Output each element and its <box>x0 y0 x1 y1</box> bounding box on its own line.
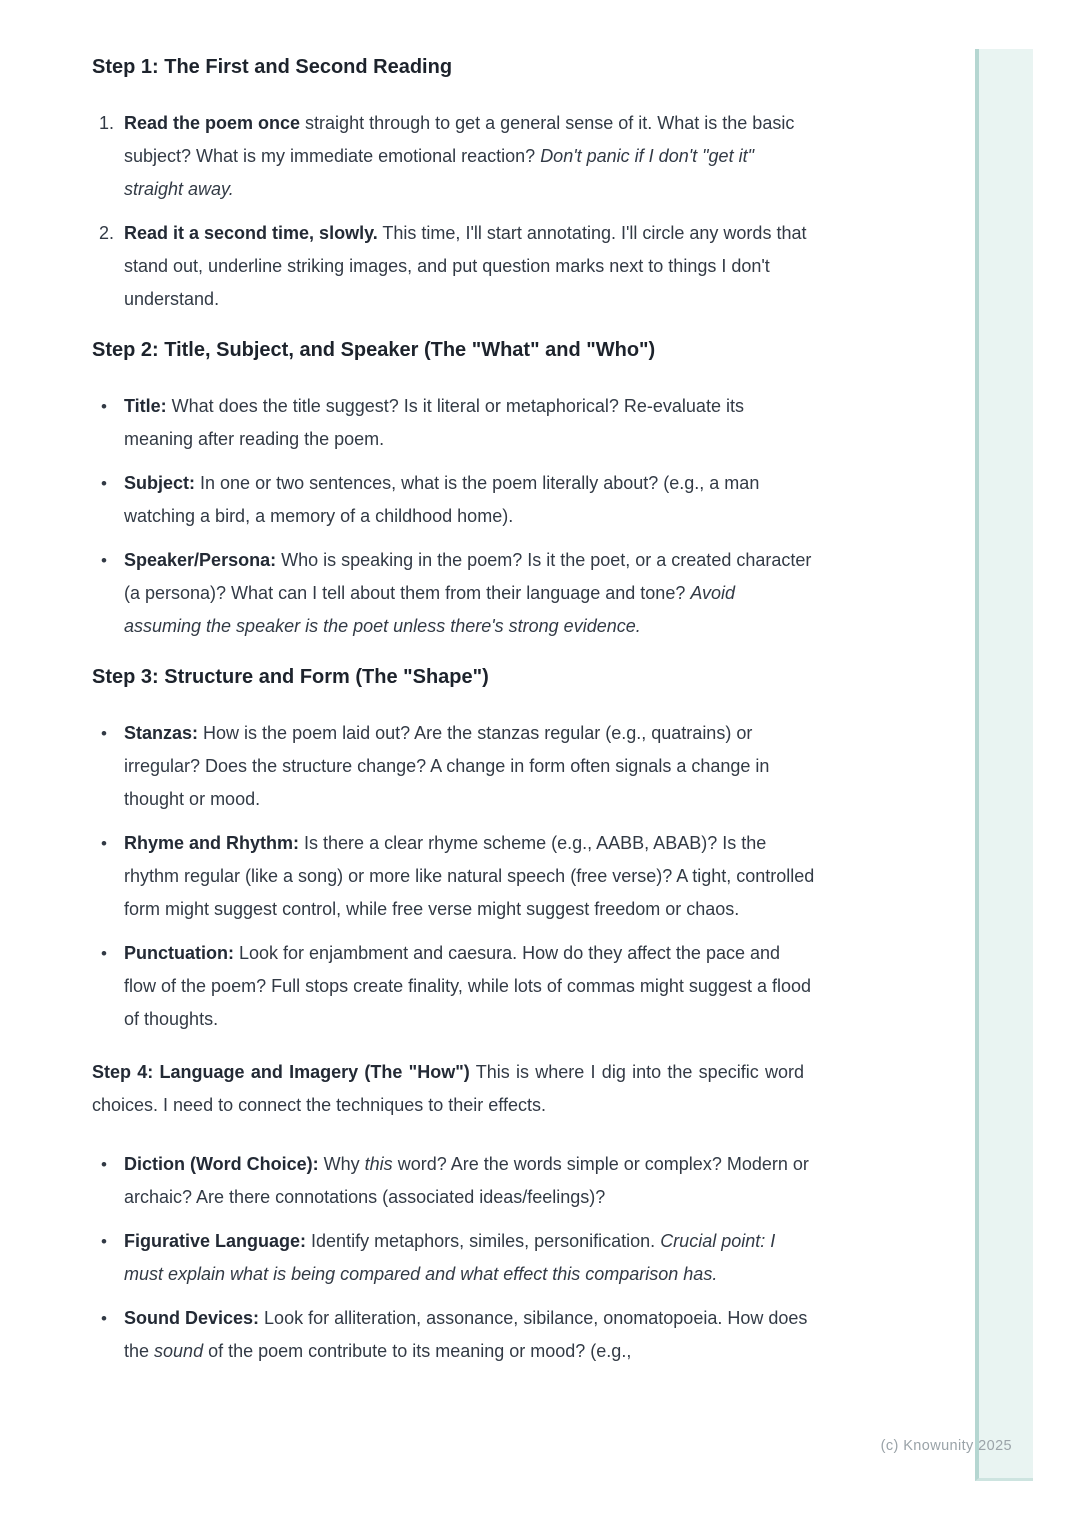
document-body <box>92 53 816 1379</box>
section-heading: Step 1: The First and Second Reading <box>92 56 453 78</box>
list-item-text: Punctuation: Look for enjambment and caesura. How do they affect the pace and flow of the poem? Full stops create finality, while lots of commas might suggest a flood of thoughts. <box>124 943 811 1029</box>
bullet-icon: • <box>101 474 107 493</box>
bullet-icon: • <box>101 397 107 416</box>
bullet-icon: • <box>101 1155 107 1174</box>
list-item-text: Subject: In one or two sentences, what is the poem literally about? (e.g., a man watching a bird, a memory of a childhood home). <box>124 473 760 526</box>
numbered-list <box>92 107 816 316</box>
bullet-list <box>92 390 816 643</box>
bullet-icon: • <box>101 551 107 570</box>
bullet-icon: • <box>101 944 107 963</box>
watermark: (c) Knowunity 2025 <box>880 1438 1012 1454</box>
bullet-list <box>92 1148 816 1368</box>
list-item <box>92 827 816 926</box>
section-step-2 <box>92 336 816 643</box>
bullet-icon: • <box>101 1309 107 1328</box>
accent-strip <box>975 49 1033 1481</box>
list-item-text: Read it a second time, slowly. This time, I'll start annotating. I'll circle any words that stand out, underline striking images, and put question marks next to things I don't understand. <box>124 223 807 309</box>
list-item <box>92 1148 816 1214</box>
section-step-3 <box>92 663 816 1036</box>
bullet-icon: • <box>101 834 107 853</box>
list-item <box>92 1302 816 1368</box>
list-item <box>92 717 816 816</box>
list-item <box>92 217 816 316</box>
list-item <box>92 467 816 533</box>
list-item <box>92 544 816 643</box>
bullet-list <box>92 717 816 1036</box>
list-item-text: Sound Devices: Look for alliteration, assonance, sibilance, onomatopoeia. How does the sound of the poem contribute to its meaning or mood? (e.g., <box>124 1308 808 1361</box>
section-heading: Step 2: Title, Subject, and Speaker (The "What" and "Who") <box>92 339 656 361</box>
list-marker: 1. <box>99 113 115 133</box>
list-item <box>92 937 816 1036</box>
list-item <box>92 107 816 206</box>
section-step-4 <box>92 1056 816 1368</box>
list-item <box>92 1225 816 1291</box>
bullet-icon: • <box>101 724 107 743</box>
list-item-text: Speaker/Persona: Who is speaking in the poem? Is it the poet, or a created character (a persona)? What can I tell about them from their language and tone? Avoid assuming the speaker is the poet unless there's strong evidence. <box>124 550 812 636</box>
list-item-text: Figurative Language: Identify metaphors, similes, personification. Crucial point: I must explain what is being compared and what effect this comparison has. <box>124 1231 776 1284</box>
section-step-1 <box>92 53 816 316</box>
list-item <box>92 390 816 456</box>
list-item-text: Diction (Word Choice): Why this word? Are the words simple or complex? Modern or archaic? Are there connotations (associated ideas/feelings)? <box>124 1154 809 1207</box>
section-lead-paragraph: Step 4: Language and Imagery (The "How") This is where I dig into the specific word choices. I need to connect the techniques to their effects. <box>92 1062 804 1115</box>
bullet-icon: • <box>101 1232 107 1251</box>
list-item-text: Title: What does the title suggest? Is it literal or metaphorical? Re-evaluate its meaning after reading the poem. <box>124 396 744 449</box>
list-item-text: Read the poem once straight through to get a general sense of it. What is the basic subject? What is my immediate emotional reaction? Don't panic if I don't "get it" straight away. <box>124 113 795 199</box>
section-heading: Step 3: Structure and Form (The "Shape") <box>92 666 489 688</box>
list-item-text: Stanzas: How is the poem laid out? Are the stanzas regular (e.g., quatrains) or irregular? Does the structure change? A change in form often signals a change in thought or mood. <box>124 723 770 809</box>
list-marker: 2. <box>99 223 115 243</box>
list-item-text: Rhyme and Rhythm: Is there a clear rhyme scheme (e.g., AABB, ABAB)? Is the rhythm regular (like a song) or more like natural speech (free verse)? A tight, controlled form might suggest control, while free verse might suggest freedom or chaos. <box>124 833 815 919</box>
